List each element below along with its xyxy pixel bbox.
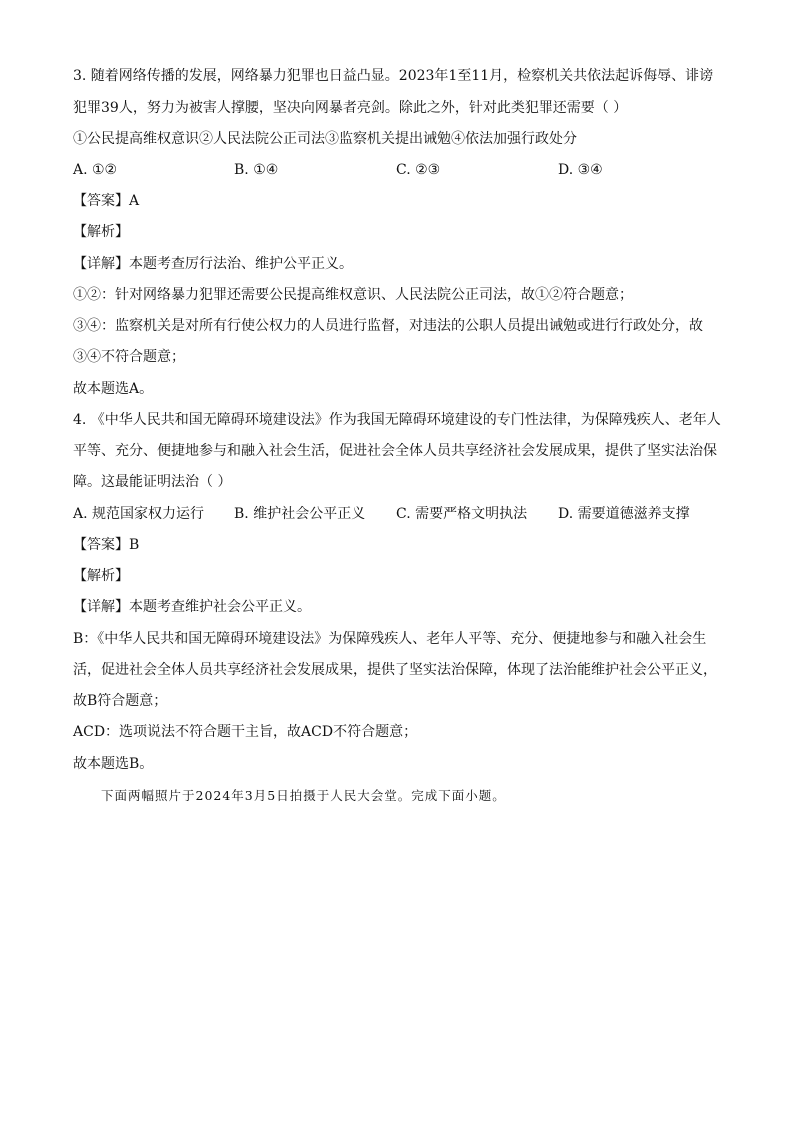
q4-option-a: A. 规范国家权力运行	[73, 506, 205, 522]
q4-analysis-label: 【解析】	[73, 568, 129, 584]
q4-paragraph-1-line-1: B：《中华人民共和国无障碍环境建设法》为保障残疾人、老年人平等、充分、便捷地参与和融入社会生	[73, 631, 707, 647]
q3-conclusion: 故本题选A。	[73, 381, 154, 397]
q4-stem-line-2: 平等、充分、便捷地参与和融入社会生活，促进社会全体人员共享经济社会发展成果，提供了坚实法治保	[73, 443, 717, 459]
q3-paragraph-2-line-2: ③④不符合题意；	[73, 349, 185, 365]
q4-option-b: B. 维护社会公平正义	[234, 506, 366, 522]
q4-answer: 【答案】B	[73, 537, 140, 553]
q3-paragraph-1: ①②：针对网络暴力犯罪还需要公民提高维权意识、人民法院公正司法，故①②符合题意；	[73, 287, 633, 303]
q3-paragraph-2-line-1: ③④：监察机关是对所有行使公权力的人员进行监督，对违法的公职人员提出诫勉或进行行政处分，故	[73, 318, 703, 334]
q4-stem-line-1: 4. 《中华人民共和国无障碍环境建设法》作为我国无障碍环境建设的专门性法律，为保障残疾人、老年人	[73, 412, 721, 428]
q4-option-d: D. 需要道德滋养支撑	[558, 506, 690, 522]
q3-stem-line-3: ①公民提高维权意识②人民法院公正司法③监察机关提出诫勉④依法加强行政处分	[73, 131, 577, 147]
q4-paragraph-1-line-2: 活，促进社会全体人员共享经济社会发展成果，提供了坚实法治保障，体现了法治能维护社会公平正义，	[73, 662, 717, 678]
q4-stem-line-3: 障。这最能证明法治（ ）	[73, 474, 232, 490]
q3-option-d: D. ③④	[558, 162, 603, 178]
q3-option-a: A. ①②	[73, 162, 118, 178]
q4-paragraph-2: ACD：选项说法不符合题干主旨，故ACD不符合题意；	[73, 724, 418, 740]
q4-conclusion: 故本题选B。	[73, 756, 154, 772]
q3-answer: 【答案】A	[73, 193, 140, 209]
q3-option-c: C. ②③	[396, 162, 441, 178]
next-group-intro: 下面两幅照片于2024年3月5日拍摄于人民大会堂。完成下面小题。	[101, 788, 506, 803]
q3-detail: 【详解】本题考查厉行法治、维护公平正义。	[73, 256, 353, 272]
q4-option-c: C. 需要严格文明执法	[396, 506, 528, 522]
q3-stem-line-2: 犯罪39人，努力为被害人撑腰，坚决向网暴者亮剑。除此之外，针对此类犯罪还需要（ ）	[73, 100, 628, 116]
q4-detail: 【详解】本题考查维护社会公平正义。	[73, 599, 311, 615]
q3-stem-line-1: 3. 随着网络传播的发展，网络暴力犯罪也日益凸显。2023年1至11月，检察机关共依法起诉侮辱、诽谤	[73, 68, 714, 84]
q4-paragraph-1-line-3: 故B符合题意；	[73, 693, 168, 709]
q3-analysis-label: 【解析】	[73, 224, 129, 240]
q3-option-b: B. ①④	[234, 162, 279, 178]
